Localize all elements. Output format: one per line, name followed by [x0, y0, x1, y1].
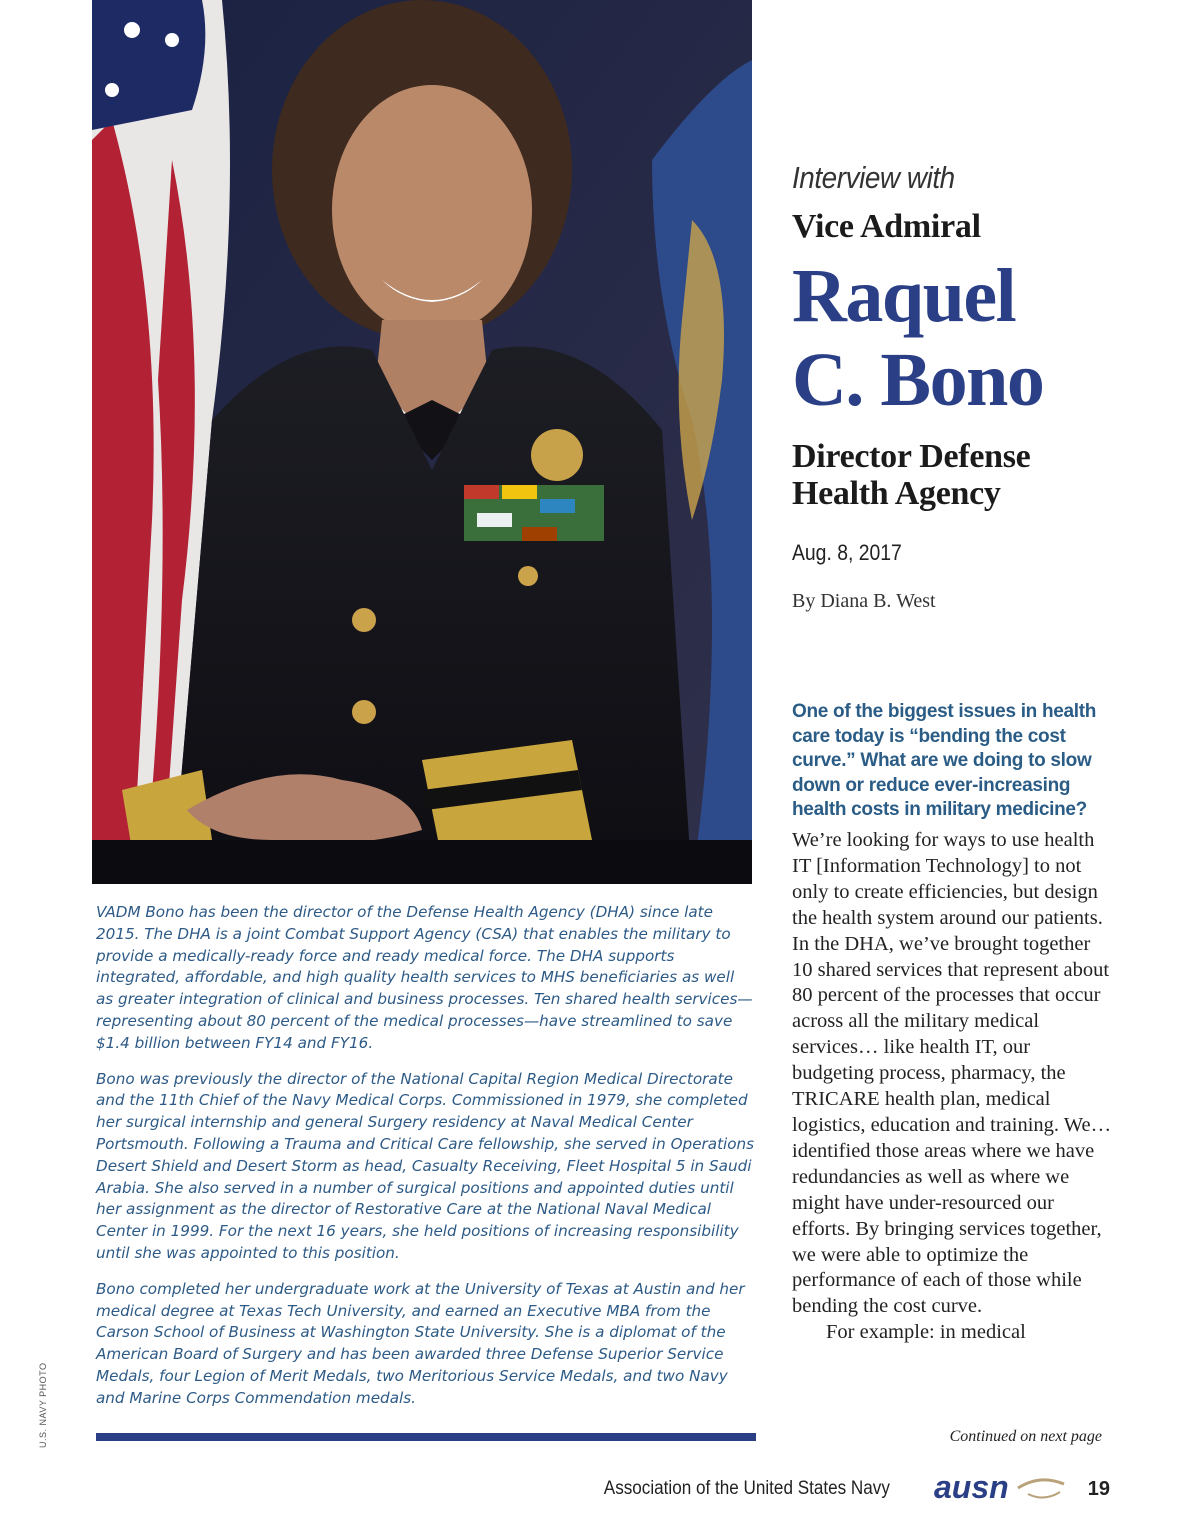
interview-question: One of the biggest issues in health care today is “bending the cost curve.” What are we doing to slow down or reduce ever-increasing health costs in military medicine? — [792, 701, 1097, 820]
subject-name — [792, 254, 1122, 422]
caption-paragraph: Bono completed her undergraduate work at the University of Texas at Austin and her medical degree at Texas Tech University, and earned an Executive MBA from the Carson School of Business at Washington State University. She is a diplomat of the American Board of Surgery and has been awarded three Defense Superior Service Medals, four Legion of Merit Medals, two Meritorious Service Medals, and two Navy and Marine Corps Commendation medals. — [96, 1279, 745, 1407]
logo-wordmark: ausn — [934, 1469, 1009, 1505]
answer-paragraph: We’re looking for ways to use health IT [Information Technology] to not only to create efficiencies, but design the health system around our patients. In the DHA, we’ve brought together 10 shared services that represent about 80 percent of the processes that occur across all the military medical services… like health IT, our budgeting process, pharmacy, the TRICARE health plan, medical logistics, education and training. We… identified those areas where we have redundancies as well as where we might have under-resourced our efforts. By bringing services together, we were able to optimize the performance of each of those while bending the cost curve. — [792, 829, 1112, 1318]
interview-answer — [792, 828, 1112, 1346]
page-footer — [600, 1470, 1110, 1510]
subject-position-line1: Director Defense — [792, 438, 1031, 475]
subject-rank: Vice Admiral — [792, 208, 981, 245]
continued-link[interactable]: Continued on next page — [949, 1428, 1102, 1445]
photo-credit: U.S. NAVY PHOTO — [38, 1362, 48, 1448]
subject-position — [792, 438, 1122, 512]
page-number: 19 — [1087, 1478, 1110, 1500]
subject-name-line2: C. Bono — [792, 338, 1044, 422]
ausn-logo — [932, 1468, 1072, 1508]
ausn-logo-icon — [932, 1468, 1072, 1508]
caption-paragraph: Bono was previously the director of the National Capital Region Medical Directorate and the 11th Chief of the Navy Medical Corps. Commissioned in 1979, she completed her surgical internship and general Surgery residency at Naval Medical Center Portsmouth. Following a Trauma and Critical Care fellowship, she served in Operations Desert Shield and Desert Storm as head, Casualty Receiving, Fleet Hospital 5 in Saudi Arabia. She also served in a number of surgical positions and appointed duties until her assignment as the director of Restorative Care at the National Naval Medical Center in 1999. For the next 16 years, she held positions of increasing responsibility until she was appointed to this position. — [96, 1069, 755, 1262]
portrait-image — [92, 0, 752, 884]
bio-caption — [96, 902, 756, 1424]
portrait-photo — [92, 0, 752, 884]
article-byline: By Diana B. West — [792, 590, 936, 612]
article-header — [792, 160, 1122, 613]
footer-organization: Association of the United States Navy — [603, 1478, 890, 1499]
article-date: Aug. 8, 2017 — [792, 540, 902, 565]
answer-paragraph: For example: in medical — [826, 1321, 1026, 1344]
subject-position-line2: Health Agency — [792, 475, 1001, 512]
caption-divider — [96, 1433, 756, 1441]
caption-paragraph: VADM Bono has been the director of the Defense Health Agency (DHA) since late 2015. The DHA is a joint Combat Support Agency (CSA) that enables the military to provide a medically-ready force and ready medical force. The DHA supports integrated, affordable, and high quality health services to MHS beneficiaries as well as greater integration of clinical and business processes. Ten shared health services—representing about 80 percent of the medical processes—have streamlined to save $1.4 billion between FY14 and FY16. — [96, 903, 753, 1052]
subject-name-line1: Raquel — [792, 254, 1016, 338]
article-kicker: Interview with — [792, 160, 955, 195]
